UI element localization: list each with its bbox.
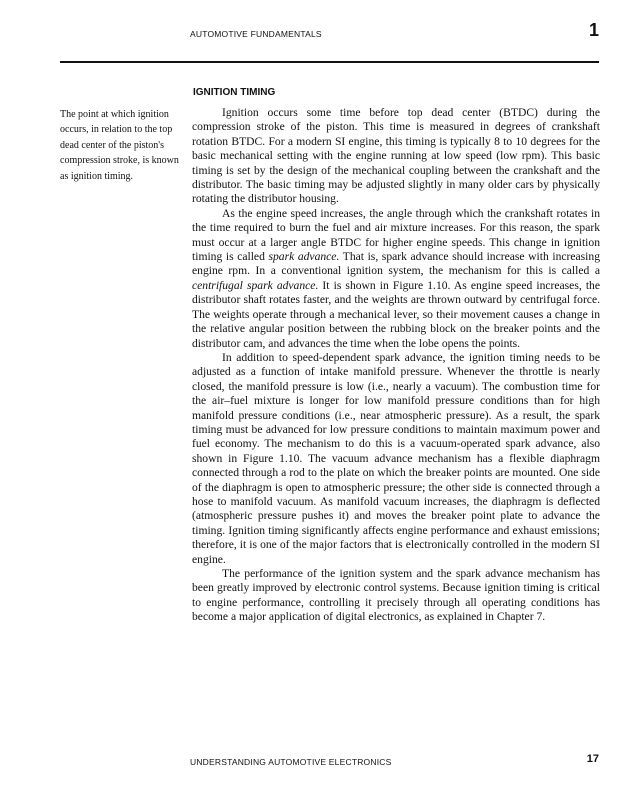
margin-note: The point at which ignition occurs, in relation to the top dead center of the piston's compression stroke, is known as ignition timing. — [60, 109, 179, 182]
running-footer-title: UNDERSTANDING AUTOMOTIVE ELECTRONICS — [190, 757, 392, 767]
term-centrifugal-spark-advance: centrifugal spark advance. — [192, 278, 319, 292]
paragraph-2-part-b: That is, spark advance should increase with increasing engine rpm. In a conventional ignition system, the mechanism for this is called a — [192, 250, 601, 278]
paragraph-2-part-a: As the engine speed increases, the angle through which the crankshaft rotates in the time required to burn the fuel and air mixture increases. For this reason, the spark must occur at a larger angle BTDC for higher engine speeds. This change in ignition timing is called — [192, 206, 600, 264]
term-spark-advance: spark advance. — [268, 250, 340, 264]
body-text — [192, 106, 600, 625]
page-number: 17 — [586, 753, 599, 765]
paragraph-2-part-c: It is shown in Figure 1.10. As engine speed increases, the distributor shaft rotates faster, and the weights are thrown outward by centrifugal force. The weights operate through a mechanical lever, so their movement causes a change in the relative angular position between the rubbing block on the breaker points and the distributor cam, and advances the time when the lobe opens the points. — [192, 278, 600, 350]
paragraph-3: In addition to speed-dependent spark advance, the ignition timing needs to be adjusted as a function of intake manifold pressure. Whenever the throttle is nearly closed, the manifold pressure is low (i.e., nearly a vacuum). The combustion time for the air–fuel mixture is longer for low manifold pressure conditions than for high manifold pressure conditions (i.e., near atmospheric pressure). As a result, the spark timing must be advanced for low pressure conditions to maintain maximum power and fuel economy. The mechanism to do this is a vacuum-operated spark advance, also shown in Figure 1.10. The vacuum advance mechanism has a flexible diaphragm connected through a rod to the plate on which the breaker points are mounted. One side of the diaphragm is open to atmospheric pressure; the other side is connected through a hose to manifold vacuum. As manifold vacuum increases, the diaphragm is deflected (atmospheric pressure pushes it) and moves the breaker point plate to advance the timing. Ignition timing significantly affects engine performance and exhaust emissions; therefore, it is one of the major factors that is electronically controlled in the modern SI engine. — [192, 350, 600, 566]
header-rule — [60, 61, 599, 63]
chapter-number: 1 — [588, 20, 599, 40]
paragraph-2 — [192, 207, 600, 351]
running-header-title: AUTOMOTIVE FUNDAMENTALS — [190, 29, 322, 39]
section-heading: IGNITION TIMING — [193, 87, 276, 98]
paragraph-4: The performance of the ignition system and the spark advance mechanism has been greatly improved by electronic control systems. Because ignition timing is critical to engine performance, controlling it precisely through all operating conditions has become a major application of digital electronics, as explained in Chapter 7. — [192, 567, 600, 624]
paragraph-1: Ignition occurs some time before top dead center (BTDC) during the compression stroke of the piston. This time is measured in degrees of crankshaft rotation BTDC. For a modern SI engine, this timing is typically 8 to 10 degrees for the basic mechanical setting with the engine running at low speed (low rpm). This basic timing is set by the design of the mechanical coupling between the crankshaft and the distributor. The basic timing may be adjusted slightly in many older cars by physically rotating the distributor housing. — [192, 106, 600, 206]
